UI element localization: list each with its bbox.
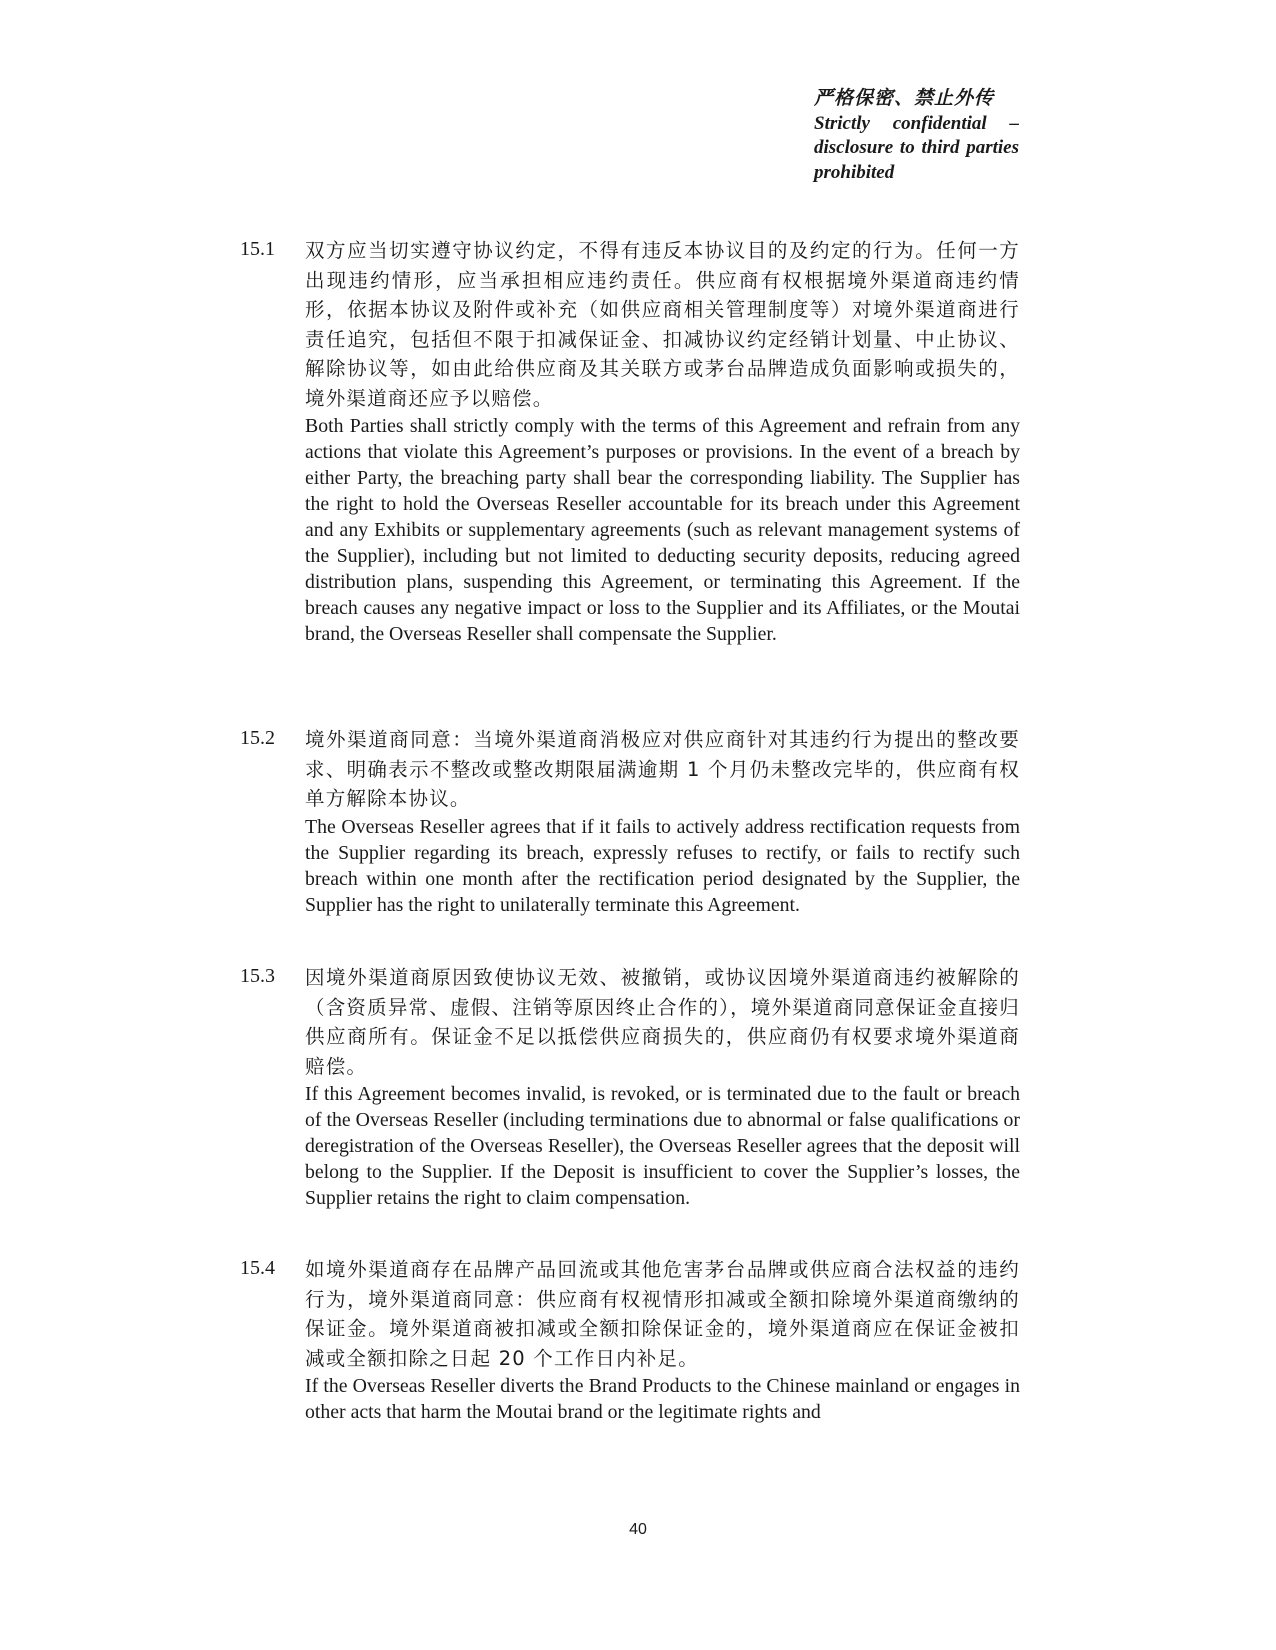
clause-text-en: Both Parties shall strictly comply with the terms of this Agreement and refrain from any actions that violate this Agreement’s purposes or provisions. In the event of a breach by either Party, the breaching party shall bear the corresponding liability. The Supplier has the right to hold the Overseas Reseller accountable for its breach under this Agreement and any Exhibits or supplementary agreements (such as relevant management systems of the Supplier), including but not limited to deducting security deposits, reducing agreed distribution plans, suspending this Agreement, or terminating this Agreement. If the breach causes any negative impact or loss to the Supplier and its Affiliates, or the Moutai brand, the Overseas Reseller shall compensate the Supplier. (305, 415, 1020, 645)
clause-text-cn: 因境外渠道商原因致使协议无效、被撤销，或协议因境外渠道商违约被解除的（含资质异常、虚假、注销等原因终止合作的），境外渠道商同意保证金直接归供应商所有。保证金不足以抵偿供应商损失的，供应商仍有权要求境外渠道商赔偿。 (305, 966, 1020, 1078)
confidentiality-notice-cn: 严格保密、禁止外传 (814, 87, 995, 109)
clause-15-1 (240, 236, 1020, 647)
clause-15-3 (240, 963, 1020, 1211)
clause-text-en: If this Agreement becomes invalid, is revoked, or is terminated due to the fault or breach of the Overseas Reseller (including terminations due to abnormal or false qualifications or deregistration of the Overseas Reseller), the Overseas Reseller agrees that the deposit will belong to the Supplier. If the Deposit is insufficient to cover the Supplier’s losses, the Supplier retains the right to claim compensation. (305, 1083, 1020, 1209)
clause-number: 15.4 (240, 1257, 275, 1279)
page-number: 40 (629, 1521, 647, 1538)
clause-text-cn: 境外渠道商同意：当境外渠道商消极应对供应商针对其违约行为提出的整改要求、明确表示不整改或整改期限届满逾期 1 个月仍未整改完毕的，供应商有权单方解除本协议。 (305, 728, 1020, 810)
clause-text-cn: 双方应当切实遵守协议约定，不得有违反本协议目的及约定的行为。任何一方出现违约情形，应当承担相应违约责任。供应商有权根据境外渠道商违约情形，依据本协议及附件或补充（如供应商相关管理制度等）对境外渠道商进行责任追究，包括但不限于扣减保证金、扣减协议约定经销计划量、中止协议、解除协议等，如由此给供应商及其关联方或茅台品牌造成负面影响或损失的，境外渠道商还应予以赔偿。 (305, 239, 1020, 410)
confidentiality-notice (814, 86, 1019, 185)
clause-text-en: If the Overseas Reseller diverts the Brand Products to the Chinese mainland or engages in other acts that harm the Moutai brand or the legitimate rights and (305, 1375, 1020, 1423)
clause-text-en: The Overseas Reseller agrees that if it fails to actively address rectification requests from the Supplier regarding its breach, expressly refuses to rectify, or fails to rectify such breach within one month after the rectification period designated by the Supplier, the Supplier has the right to unilaterally terminate this Agreement. (305, 815, 1020, 916)
clause-text-cn: 如境外渠道商存在品牌产品回流或其他危害茅台品牌或供应商合法权益的违约行为，境外渠道商同意：供应商有权视情形扣减或全额扣除境外渠道商缴纳的保证金。境外渠道商被扣减或全额扣除保证金的，境外渠道商应在保证金被扣减或全额扣除之日起 20 个工作日内补足。 (305, 1258, 1020, 1370)
clause-number: 15.2 (240, 727, 275, 749)
clause-number: 15.3 (240, 965, 275, 987)
clause-number: 15.1 (240, 238, 275, 260)
confidentiality-notice-en: Strictly confidential – disclosure to third parties prohibited (814, 112, 1019, 183)
clause-15-2 (240, 725, 1020, 918)
clause-15-4 (240, 1255, 1020, 1425)
